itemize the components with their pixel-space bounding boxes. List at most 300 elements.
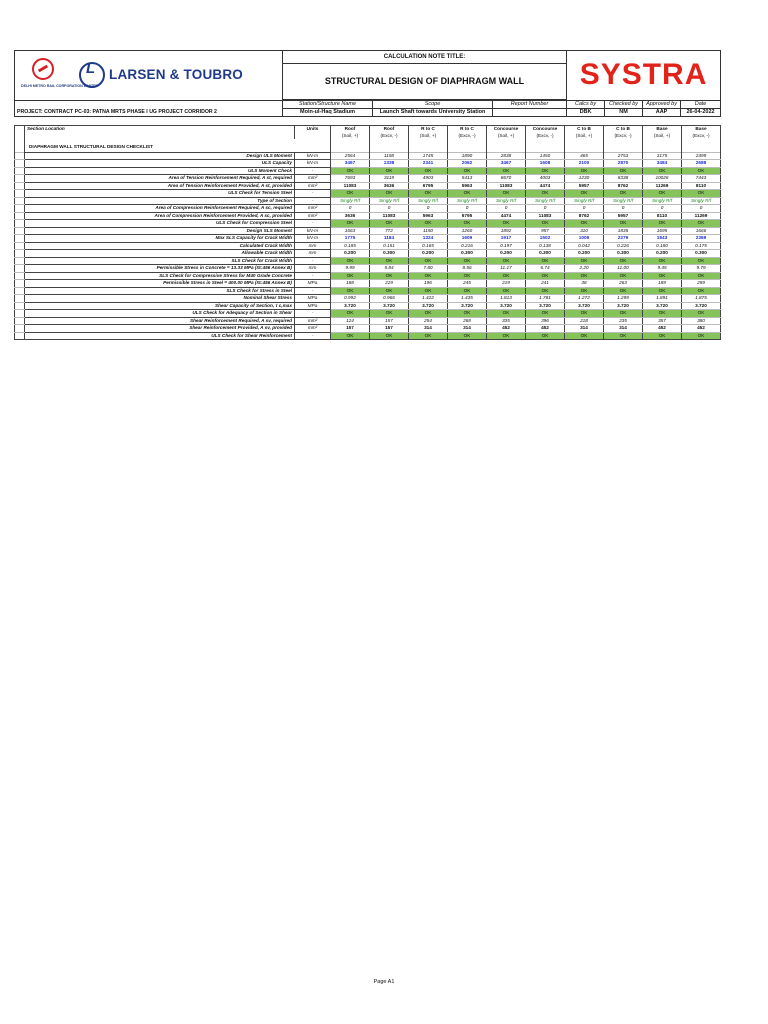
value-cell: 0.226 [604,242,643,250]
row-unit: mm [295,250,331,258]
date-value: 26-04-2022 [681,109,721,117]
status-cell: OK [643,257,682,265]
row-label: ULS Check for Shear Reinforcement [25,332,295,340]
section-location-label: Section Location [25,126,295,133]
status-cell: OK [448,167,487,175]
column-subheader: (Excv, -) [604,133,643,140]
status-cell: OK [331,287,370,295]
value-cell: 452 [682,325,721,333]
status-cell: OK [526,190,565,198]
status-cell: OK [409,190,448,198]
value-cell: 0 [409,205,448,213]
row-label: ULS Check for Tension Steel [25,190,295,198]
status-cell: OK [409,272,448,280]
row-label: Shear Reinforcement Required, A sv, required [25,317,295,325]
checklist-title-row [15,139,721,152]
value-cell: 452 [526,325,565,333]
row-label: Max SLS Capacity for Crack Width [25,235,295,243]
status-cell: OK [409,220,448,228]
row-label: Type of Section [25,197,295,205]
row-unit: - [295,190,331,198]
value-cell: 1.813 [487,295,526,303]
value-cell: 1230 [565,175,604,183]
row-unit: - [295,197,331,205]
value-cell: 3636 [331,212,370,220]
row-label: ULS Moment Check [25,167,295,175]
page-number: Page A1 [373,979,395,985]
value-cell: 0.180 [643,242,682,250]
status-cell: OK [604,257,643,265]
status-cell: OK [565,287,604,295]
column-subheader: (Soil, +) [331,133,370,140]
calcs-by-value: DBK [567,109,605,117]
value-cell: 9.45 [643,265,682,273]
value-cell: 3467 [331,160,370,168]
row-label: Permissible Stress in Steel = 400.00 MPa (IS:456 Annex B) [25,280,295,288]
calc-note-label: CALCULATION NOTE TITLE: [283,51,566,64]
value-cell: 0.300 [370,250,409,258]
table-row [15,250,721,258]
value-cell: 11083 [331,182,370,190]
column-subheader: (Excv, -) [526,133,565,140]
row-unit: mm [295,265,331,273]
value-cell: Singly R/f [604,197,643,205]
row-unit: kN-m [295,160,331,168]
value-cell: 235 [604,317,643,325]
value-cell: 1917 [487,235,526,243]
value-cell: Singly R/f [487,197,526,205]
dmrc-name: DELHI METRO RAIL CORPORATION LIMITED [21,83,99,88]
value-cell: 0.175 [682,242,721,250]
value-cell: 0.200 [409,250,448,258]
value-cell: 5.84 [370,265,409,273]
value-cell: 3119 [370,175,409,183]
value-cell: 3.720 [409,302,448,310]
column-header: C to B [565,126,604,133]
value-cell: 452 [643,325,682,333]
table-row [15,257,721,265]
value-cell: 314 [565,325,604,333]
status-cell: OK [448,287,487,295]
status-cell: OK [565,272,604,280]
title-block [14,50,721,117]
table-row [15,310,721,318]
column-subheader: (Excv, -) [682,133,721,140]
status-cell: OK [565,310,604,318]
column-subheader: (Soil, +) [487,133,526,140]
status-cell: OK [643,287,682,295]
value-cell: 1663 [331,227,370,235]
value-cell: 2.20 [565,265,604,273]
value-cell: 254 [409,317,448,325]
row-unit: MPa [295,295,331,303]
table-row [15,295,721,303]
status-cell: OK [604,287,643,295]
value-cell: 2100 [565,160,604,168]
status-cell: OK [487,287,526,295]
table-row [15,272,721,280]
value-cell: 0 [604,205,643,213]
value-cell: 196 [409,280,448,288]
value-cell: 1.875 [682,295,721,303]
value-cell: 11.17 [487,265,526,273]
value-cell: 772 [370,227,409,235]
status-cell: OK [448,257,487,265]
column-subheader: (Excv, -) [370,133,409,140]
column-header: Roof [331,126,370,133]
value-cell: 314 [409,325,448,333]
table-row [15,197,721,205]
value-cell: 0 [331,205,370,213]
row-unit: kN-m [295,227,331,235]
value-cell: 1158 [370,152,409,160]
value-cell: 3.720 [487,302,526,310]
row-unit: MPa [295,280,331,288]
row-unit: MPa [295,302,331,310]
row-label: SLS Check for Stress in Steel [25,287,295,295]
table-row [15,265,721,273]
status-cell: OK [370,167,409,175]
value-cell: 0.197 [487,242,526,250]
value-cell: 0.200 [331,250,370,258]
value-cell: 0.966 [370,295,409,303]
lt-logo-icon: L [79,62,105,88]
status-cell: OK [604,332,643,340]
column-header: Concourse [526,126,565,133]
status-cell: OK [370,190,409,198]
value-cell: 7693 [331,175,370,183]
row-label: SLS Check for Crack Width [25,257,295,265]
checklist-table [14,125,721,340]
status-cell: OK [526,257,565,265]
table-row [15,317,721,325]
row-label: Permissible Stress in Concrete = 13.33 MPa (IS:456 Annex B) [25,265,295,273]
value-cell: 10026 [643,175,682,183]
status-cell: OK [565,257,604,265]
table-row [15,325,721,333]
value-cell: 5413 [448,175,487,183]
value-cell: 8.56 [448,265,487,273]
column-subheader: (Soil, +) [565,133,604,140]
value-cell: 6795 [409,182,448,190]
value-cell: 0.200 [643,250,682,258]
value-cell: 3.720 [565,302,604,310]
status-cell: OK [331,220,370,228]
value-cell: 7443 [682,175,721,183]
column-subheader: (Excv, -) [448,133,487,140]
checked-by-label: Checked by [605,101,643,109]
value-cell: 1.299 [604,295,643,303]
value-cell: 11083 [526,212,565,220]
value-cell: 380 [682,317,721,325]
value-cell: 218 [565,317,604,325]
table-row [15,235,721,243]
column-header: R to C [409,126,448,133]
status-cell: OK [643,220,682,228]
status-cell: OK [565,220,604,228]
status-cell: OK [331,190,370,198]
value-cell: 1150 [409,227,448,235]
value-cell: 0.185 [331,242,370,250]
value-cell: 1.435 [448,295,487,303]
value-cell: 245 [448,280,487,288]
value-cell: 465 [565,152,604,160]
status-cell: OK [487,220,526,228]
station-label: Station/Structure Name [283,101,373,109]
status-cell: OK [526,332,565,340]
row-unit: mm² [295,317,331,325]
value-cell: 0.300 [682,250,721,258]
row-label: Design SLS Moment [25,227,295,235]
value-cell: 1890 [448,152,487,160]
status-cell: OK [370,257,409,265]
status-cell: OK [643,272,682,280]
value-cell: 3636 [370,182,409,190]
table-row [15,220,721,228]
status-cell: OK [487,332,526,340]
systra-logo: SYSTRA [579,58,708,92]
status-cell: OK [643,332,682,340]
table-row [15,280,721,288]
date-label: Date [681,101,721,109]
value-cell: 452 [487,325,526,333]
status-cell: OK [682,190,721,198]
value-cell: 2564 [331,152,370,160]
row-label: SLS Check for Compressive Stress for M40 Grade Concrete [25,272,295,280]
table-row [15,242,721,250]
value-cell: 0 [565,205,604,213]
value-cell: 2870 [604,160,643,168]
value-cell: 2753 [604,152,643,160]
value-cell: 1843 [643,235,682,243]
value-cell: 157 [331,325,370,333]
status-cell: OK [682,272,721,280]
row-label: Nominal Shear Stress [25,295,295,303]
status-cell: OK [643,167,682,175]
value-cell: 1695 [643,227,682,235]
value-cell: 4003 [526,175,565,183]
status-cell: OK [565,167,604,175]
status-cell: OK [331,272,370,280]
value-cell: 2341 [409,160,448,168]
value-cell: 3.720 [370,302,409,310]
status-cell: OK [331,257,370,265]
status-cell: OK [682,310,721,318]
value-cell: 6795 [448,212,487,220]
lt-name: LARSEN & TOUBRO [109,67,244,82]
row-unit: - [295,272,331,280]
title-cell [283,51,567,100]
value-cell: Singly R/f [682,197,721,205]
table-row [15,175,721,183]
table-row [15,205,721,213]
column-header: C to B [604,126,643,133]
value-cell: 189 [643,280,682,288]
column-header: R to C [448,126,487,133]
value-cell: 1324 [409,235,448,243]
status-cell: OK [682,332,721,340]
value-cell: 219 [487,280,526,288]
table-row [15,332,721,340]
row-label: Shear Capacity of Section, τ c,max [25,302,295,310]
approved-by-label: Approved by [643,101,681,109]
status-cell: OK [409,167,448,175]
value-cell: 8762 [565,212,604,220]
table-row [15,287,721,295]
value-cell: 1502 [526,235,565,243]
table-row [15,190,721,198]
status-cell: OK [409,310,448,318]
value-cell: 3.720 [643,302,682,310]
row-unit: mm [295,242,331,250]
status-cell: OK [682,257,721,265]
table-row [15,167,721,175]
status-cell: OK [487,310,526,318]
value-cell: 5957 [565,182,604,190]
status-cell: OK [331,310,370,318]
dmrc-logo-icon [32,58,54,80]
status-cell: OK [604,190,643,198]
value-cell: 2369 [682,235,721,243]
status-cell: OK [526,167,565,175]
value-cell: 1666 [682,227,721,235]
row-label: Area of Compression Reinforcement Provided, A sc, provided [25,212,295,220]
value-cell: 957 [526,227,565,235]
value-cell: 0.300 [604,250,643,258]
row-label: Calculated Crack Width [25,242,295,250]
column-header: Roof [370,126,409,133]
value-cell: 3175 [643,152,682,160]
status-cell: OK [409,332,448,340]
approved-by-value: AAP [643,109,681,117]
value-cell: Singly R/f [331,197,370,205]
value-cell: 0 [487,205,526,213]
value-cell: Singly R/f [370,197,409,205]
checked-by-value: NM [605,109,643,117]
status-cell: OK [331,167,370,175]
row-label: ULS Capacity [25,160,295,168]
value-cell: 38 [565,280,604,288]
row-unit: mm² [295,182,331,190]
row-unit: - [295,332,331,340]
value-cell: 4474 [487,212,526,220]
row-unit: kN-m [295,235,331,243]
value-cell: 3.720 [526,302,565,310]
row-unit: mm² [295,212,331,220]
table-row [15,160,721,168]
row-unit: kN-m [295,152,331,160]
value-cell: 0.151 [370,242,409,250]
value-cell: 268 [448,317,487,325]
value-cell: 0.200 [487,250,526,258]
calcs-by-label: Calcs by [567,101,605,109]
value-cell: 0 [448,205,487,213]
value-cell: 4903 [409,175,448,183]
value-cell: 5963 [409,212,448,220]
value-cell: 7.80 [409,265,448,273]
status-cell: OK [604,167,643,175]
value-cell: 310 [565,227,604,235]
value-cell: 0.138 [526,242,565,250]
value-cell: Singly R/f [565,197,604,205]
status-cell: OK [409,257,448,265]
row-unit: - [295,257,331,265]
value-cell: 11083 [487,182,526,190]
value-cell: 1775 [331,235,370,243]
status-cell: OK [370,310,409,318]
units-header: Units [295,126,331,133]
row-label: Area of Compression Reinforcement Required, A sc, required [25,205,295,213]
report-value [493,109,567,117]
row-label: Area of Tension Reinforcement Required, A st, required [25,175,295,183]
value-cell: 2688 [682,160,721,168]
value-cell: 1338 [370,160,409,168]
value-cell: 1609 [448,235,487,243]
row-label: Shear Reinforcement Provided, A sv, provided [25,325,295,333]
value-cell: 11083 [370,212,409,220]
value-cell: 9.99 [331,265,370,273]
value-cell: 0.300 [448,250,487,258]
value-cell: 1835 [604,227,643,235]
value-cell: 124 [331,317,370,325]
value-cell: 1184 [370,235,409,243]
value-cell: 1450 [526,152,565,160]
status-cell: OK [682,220,721,228]
status-cell: OK [448,220,487,228]
row-label: ULS Check for Adequacy of Section in Shear [25,310,295,318]
value-cell: 6.74 [526,265,565,273]
status-cell: OK [643,310,682,318]
value-cell: 11.00 [604,265,643,273]
value-cell: 0 [682,205,721,213]
value-cell: 11269 [682,212,721,220]
status-cell: OK [487,272,526,280]
status-cell: OK [526,220,565,228]
value-cell: 5963 [448,182,487,190]
status-cell: OK [448,272,487,280]
project-name: PROJECT: CONTRACT PC-03: PATNA MRTS PHASE I UG PROJECT CORRIDOR 2 [15,101,283,117]
status-cell: OK [370,272,409,280]
row-unit: - [295,287,331,295]
status-cell: OK [370,332,409,340]
value-cell: 8338 [604,175,643,183]
value-cell: 1.422 [409,295,448,303]
status-cell: OK [370,220,409,228]
table-row [15,227,721,235]
value-cell: 314 [448,325,487,333]
value-cell: 3.720 [682,302,721,310]
row-label: Design ULS Moment [25,152,295,160]
row-unit: - [295,220,331,228]
status-cell: OK [409,287,448,295]
lt-logo [79,59,244,88]
status-cell: OK [565,332,604,340]
systra-cell [567,51,721,100]
status-cell: OK [448,310,487,318]
table-row [15,152,721,160]
status-cell: OK [526,310,565,318]
value-cell: 1.891 [643,295,682,303]
status-cell: OK [331,332,370,340]
value-cell: 2499 [682,152,721,160]
value-cell: 8110 [643,212,682,220]
column-header: Concourse [487,126,526,133]
value-cell: 263 [604,280,643,288]
value-cell: 3.720 [604,302,643,310]
value-cell: 0.300 [526,250,565,258]
value-cell: 2062 [448,160,487,168]
value-cell: 1009 [565,235,604,243]
